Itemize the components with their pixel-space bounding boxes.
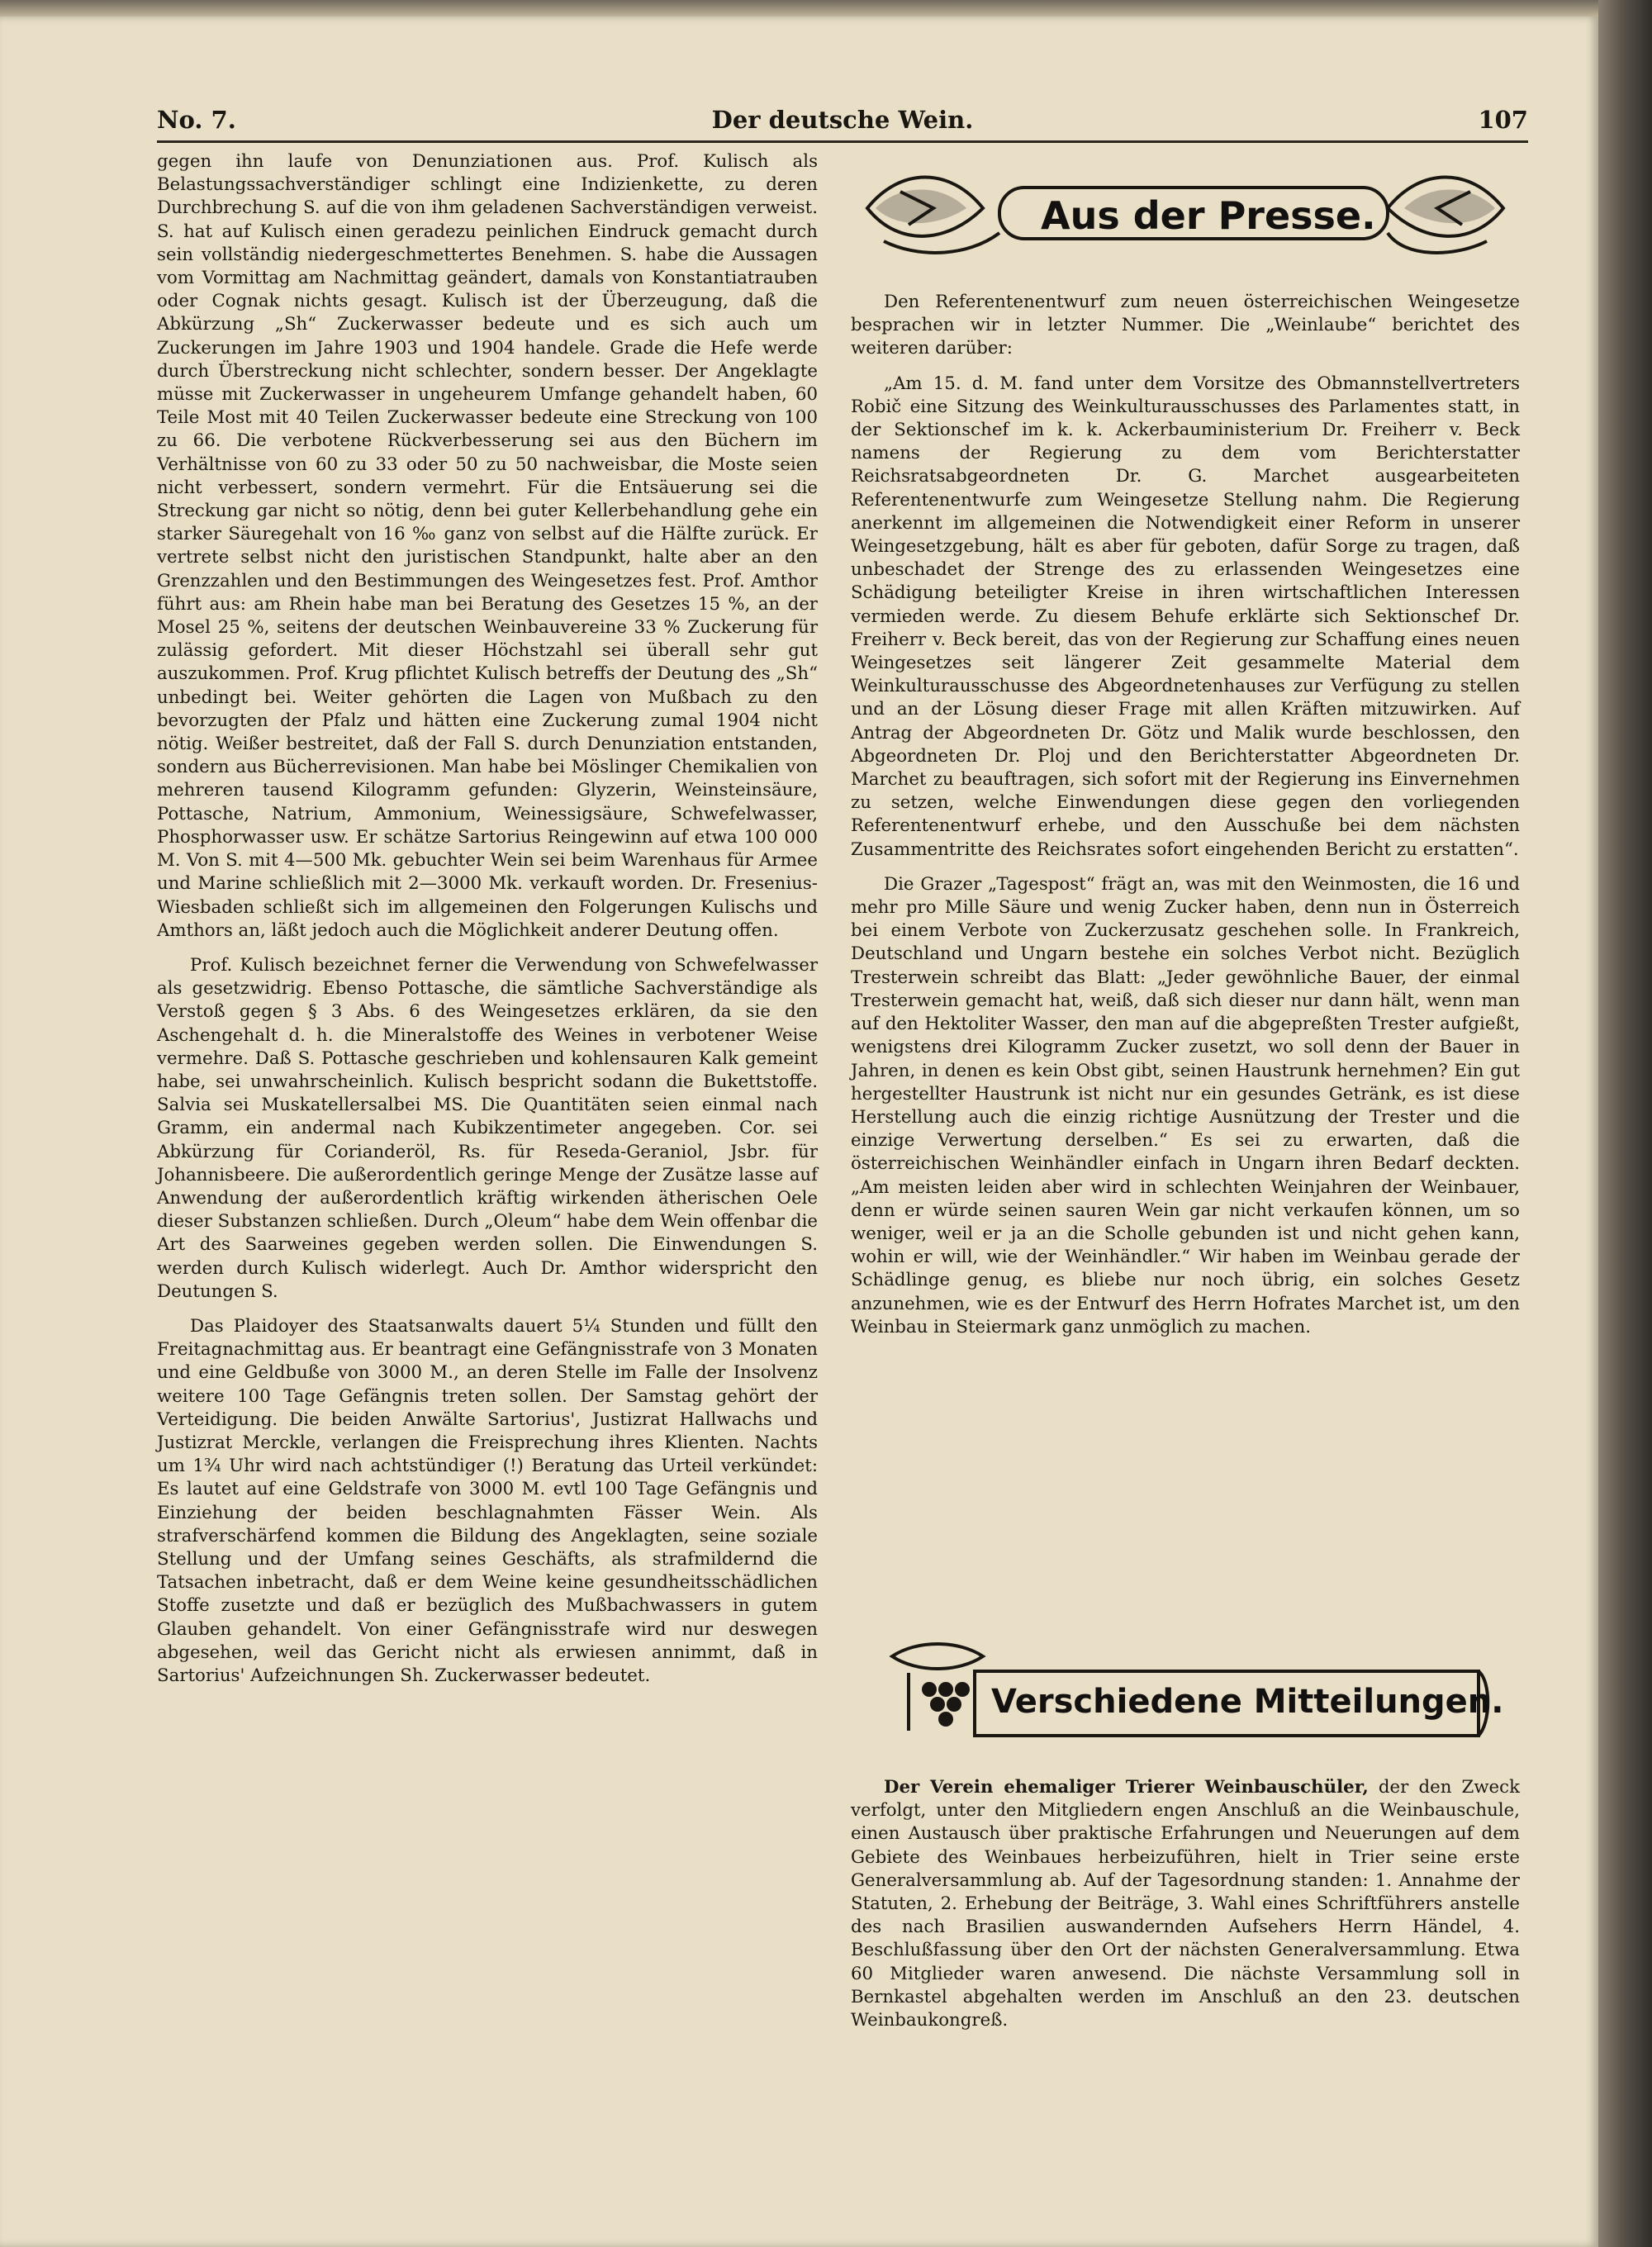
- page-top-edge: [0, 0, 1598, 17]
- press-heading: Aus der Presse.: [1041, 193, 1376, 238]
- page-number: 107: [1478, 106, 1528, 134]
- press-paragraph-3: Die Grazer „Tagespost“ frägt an, was mit den Weinmosten, die 16 und mehr pro Mille Säure und wenig Zucker haben, denn nun in Österreich bei einem Verbote von Zuckerzusatz geschehen solle. In Frankreich, Deutschland und Ungarn bestehe ein solches Verbot nicht. Bezüglich Tresterwein schreibt das Blatt: „Jeder gewöhnliche Bauer, der einmal Tresterwein gemacht hat, weiß, daß sich dieser nur dann hält, wenn man auf den Hektoliter Wasser, den man auf die abgepreßten Trester aufgießt, wenigstens drei Kilogramm Zucker zusetzt, wo soll denn der Bauer in Jahren, in denen es kein Obst gibt, seinen Haustrunk hernehmen? Ein gut hergestellter Haustrunk ist nicht nur ein gesundes Getränk, es ist diese Herstellung auch die einzig richtige Ausnützung der Trester und die einzige Verwertung derselben.“ Es sei zu erwarten, daß die österreichischen Weinhändler einfach in Ungarn ihren Bedarf deckten. „Am meisten leiden aber wird in schlechten Weinjahren der Weinbauer, denn er würde seinen sauren Wein gar nicht verkaufen können, um so weniger, weil er ja an die Scholle gebunden ist und nicht gehen kann, wohin er will, wie der Weinhändler.“ Wir haben im Weinbau gerade der Schädlinge genug, es bliebe nur noch übrig, ein solches Gesetz anzunehmen, wie es der Entwurf des Herrn Hofrates Marchet ist, um den Weinbau in Steiermark ganz unmöglich zu machen.: [851, 873, 1520, 1337]
- running-header: [157, 106, 1528, 139]
- misc-heading: Verschiedene Mitteilungen.: [991, 1683, 1504, 1721]
- court-report-paragraph-1: gegen ihn laufe von Denunziationen aus. Prof. Kulisch als Belastungssachverständiger schlingt eine Indizienkette, zu deren Durchbrechung S. auf die von ihm geladenen Sachverständigen verweist. S. hat auf Kulisch einen geradezu peinlichen Eindruck gemacht durch sein vollständig niedergeschmettertes Benehmen. S. habe die Aussagen vom Vormittag am Nachmittag geändert, damals von Konstantiatrauben oder Cognak nichts gesagt. Kulisch ist der Überzeugung, daß die Abkürzung „Sh“ Zuckerwasser bedeute und es sich auch um Zuckerungen im Jahre 1903 und 1904 handele. Grade die Hefe werde durch Überstreckung nicht schlechter, sondern besser. Der Angeklagte müsse mit Zuckerwasser in ungeheurem Umfange gehandelt haben, 60 Teile Most mit 40 Teilen Zuckerwasser bedeute eine Streckung von 100 zu 66. Die verbotene Rückverbesserung sei aus den Büchern im Verhältnisse von 60 zu 33 oder 50 zu 50 nachweisbar, die Moste seien nicht verbessert, sondern vermehrt. Für die Entsäuerung sei die Streckung gar nicht so nötig, denn bei guter Kellerbehandlung gehe ein starker Säuregehalt von 16 ‰ ganz von selbst auf die Hälfte zurück. Er vertrete selbst nicht den juristischen Standpunkt, halte aber an den Grenzzahlen und den Bestimmungen des Weingesetzes fest. Prof. Amthor führt aus: am Rhein habe man bei Beratung des Gesetzes 15 %, an der Mosel 25 %, seitens der deutschen Weinbauvereine 33 % Zuckerung für zulässig gefordert. Mit dieser Höchstzahl sei überall sehr gut auszukommen. Prof. Krug pflichtet Kulisch betreffs der Deutung des „Sh“ unbedingt bei. Weiter gehörten die Lagen von Mußbach zu den bevorzugten der Pfalz und hätten eine Zuckerung zumal 1904 nicht nötig. Weißer bestreitet, daß der Fall S. durch Denunziation entstanden, sondern aus Bücherrevisionen. Man habe bei Möslinger Chemikalien von mehreren tausend Kilogramm gefunden: Glyzerin, Weinsteinsäure, Pottasche, Natrium, Ammonium, Weinessigsäure, Schwefelwasser, Phosphorwasser usw. Er schätze Sartorius Reingewinn auf etwa 100 000 M. Von S. mit 4—500 Mk. gebuchter Wein sei beim Warenhaus für Armee und Marine schließlich mit 2—3000 Mk. verkauft worden. Dr. Fresenius-Wiesbaden schließt sich im allgemeinen den Folgerungen Kulischs und Amthors an, läßt jedoch auch die Möglichkeit anderer Deutung offen.: [157, 151, 818, 941]
- issue-number: No. 7.: [157, 106, 236, 134]
- association-name: Der Verein ehemaliger Trierer Weinbauschüler,: [884, 1777, 1369, 1798]
- misc-heading-banner: [884, 1640, 1504, 1755]
- left-column: [157, 150, 818, 1688]
- journal-title: Der deutsche Wein.: [711, 106, 974, 134]
- press-paragraph-2: „Am 15. d. M. fand unter dem Vorsitze des Obmannstellvertreters Robič eine Sitzung des Weinkulturausschusses des Parlamentes statt, in der Sektionschef im k. k. Ackerbauministerium Dr. Freiherr v. Beck namens der Regierung zu dem vom Berichterstatter Reichsratsabgeordneten Dr. G. Marchet ausgearbeiteten Referentenentwurfe zum Weingesetze Stellung nahm. Die Regierung anerkennt im allgemeinen die Notwendigkeit einer Reform in unserer Weingesetzgebung, hält es aber für geboten, dafür Sorge zu tragen, daß unbeschadet der Strenge des zu erlassenden Weingesetzes eine Schädigung beteiligter Kreise in ihren wirtschaftlichen Interessen vermieden werde. Zu diesem Behufe erklärte sich Sektionschef Dr. Freiherr v. Beck bereit, das von der Regierung zur Schaffung eines neuen Weingesetzes seit längerer Zeit gesammelte Material dem Weinkulturausschusse des Abgeordnetenhauses zur Verfügung zu stellen und an der Lösung dieser Frage mit allen Kräften mitzuwirken. Auf Antrag der Abgeordneten Dr. Götz und Malik wurde beschlossen, den Abgeordneten Dr. Ploj und den Berichterstatter Abgeordneten Dr. Marchet zu beauftragen, sich sofort mit der Regierung ins Einvernehmen zu setzen, welche Einwendungen diese gegen den vorliegenden Referentenentwurf erhebe, und den Ausschuße bei dem nächsten Zusammentritte des Reichsrates sofort eingehenden Bericht zu erstatten“.: [851, 373, 1520, 860]
- misc-paragraph-1: der den Zweck verfolgt, unter den Mitgliedern engen Anschluß an die Weinbauschule, einen Austausch über praktische Erfahrungen und Neuerungen auf dem Gebiete des Weinbaues herbeizuführen, hielt in Trier seine erste Generalversammlung ab. Auf der Tagesordnung standen: 1. Annahme der Statuten, 2. Erhebung der Beiträge, 3. Wahl eines Schriftführers anstelle des nach Brasilien auswandernden Aufsehers Herrn Händel, 4. Beschlußfassung über den Ort der nächsten Generalversammlung. Etwa 60 Mitglieder waren anwesend. Die nächste Versammlung soll in Bernkastel abgehalten werden im Anschluß an den 23. deutschen Weinbaukongreß.: [851, 1777, 1520, 2031]
- header-rule: [157, 140, 1528, 143]
- court-report-paragraph-2: Prof. Kulisch bezeichnet ferner die Verwendung von Schwefelwasser als gesetzwidrig. Ebenso Pottasche, die sämtliche Sachverständige als Verstoß gegen § 3 Abs. 6 des Weingesetzes erklären, da sie den Aschengehalt d. h. die Mineralstoffe des Weines in verbotener Weise vermehre. Daß S. Pottasche geschrieben und kohlensauren Kalk gemeint habe, sei unwahrscheinlich. Kulisch bespricht sodann die Bukettstoffe. Salvia sei Muskatellersalbei MS. Die Quantitäten seien einmal nach Gramm, ein andermal nach Kubikzentimeter angegeben. Cor. sei Abkürzung für Corianderöl, Rs. für Reseda-Geraniol, Jsbr. für Johannisbeere. Die außerordentlich geringe Menge der Zusätze lasse auf Anwendung der außerordentlich kräftig wirkenden ätherischen Oele dieser Substanzen schließen. Durch „Oleum“ habe dem Wein offenbar die Art des Saarweines gegeben werden sollen. Die Einwendungen S. werden durch Kulisch widerlegt. Auch Dr. Amthor widerspricht den Deutungen S.: [157, 954, 818, 1302]
- misc-section: [851, 1776, 1520, 2032]
- press-section: [851, 291, 1520, 1339]
- press-heading-banner: [851, 159, 1520, 266]
- court-report-paragraph-3: Das Plaidoyer des Staatsanwalts dauert 5¼ Stunden und füllt den Freitagnachmittag aus. Er beantragt eine Gefängnisstrafe von 3 Monaten und eine Geldbuße von 3000 M., an deren Stelle im Falle der Insolvenz weitere 100 Tage Gefängnis treten sollen. Der Samstag gehört der Verteidigung. Die beiden Anwälte Sartorius', Justizrat Hallwachs und Justizrat Merckle, verlangen die Freisprechung ihres Klienten. Nachts um 1¾ Uhr wird nach achtstündiger (!) Beratung das Urteil verkündet: Es lautet auf eine Geldstrafe von 3000 M. evtl 100 Tage Gefängnis und Einziehung der beiden beschlagnahmten Fässer Wein. Als strafverschärfend kommen die Bildung des Angeklagten, seine soziale Stellung und der Umfang seines Geschäfts, als strafmildernd die Tatsachen inbetracht, daß er dem Weine keine gesundheitsschädlichen Stoffe zusetzte und daß er bezüglich des Mußbachwassers in gutem Glauben gehandelt. Von einer Gefängnisstrafe wird nur deswegen abgesehen, weil das Gericht nicht als erwiesen annimmt, daß in Sartorius' Aufzeichnungen Sh. Zuckerwasser bedeutet.: [157, 1315, 818, 1686]
- press-paragraph-1: Den Referentenentwurf zum neuen österreichischen Weingesetze besprachen wir in letzter Nummer. Die „Weinlaube“ berichtet des weiteren darüber:: [851, 292, 1520, 359]
- binding-edge: [1598, 0, 1652, 2247]
